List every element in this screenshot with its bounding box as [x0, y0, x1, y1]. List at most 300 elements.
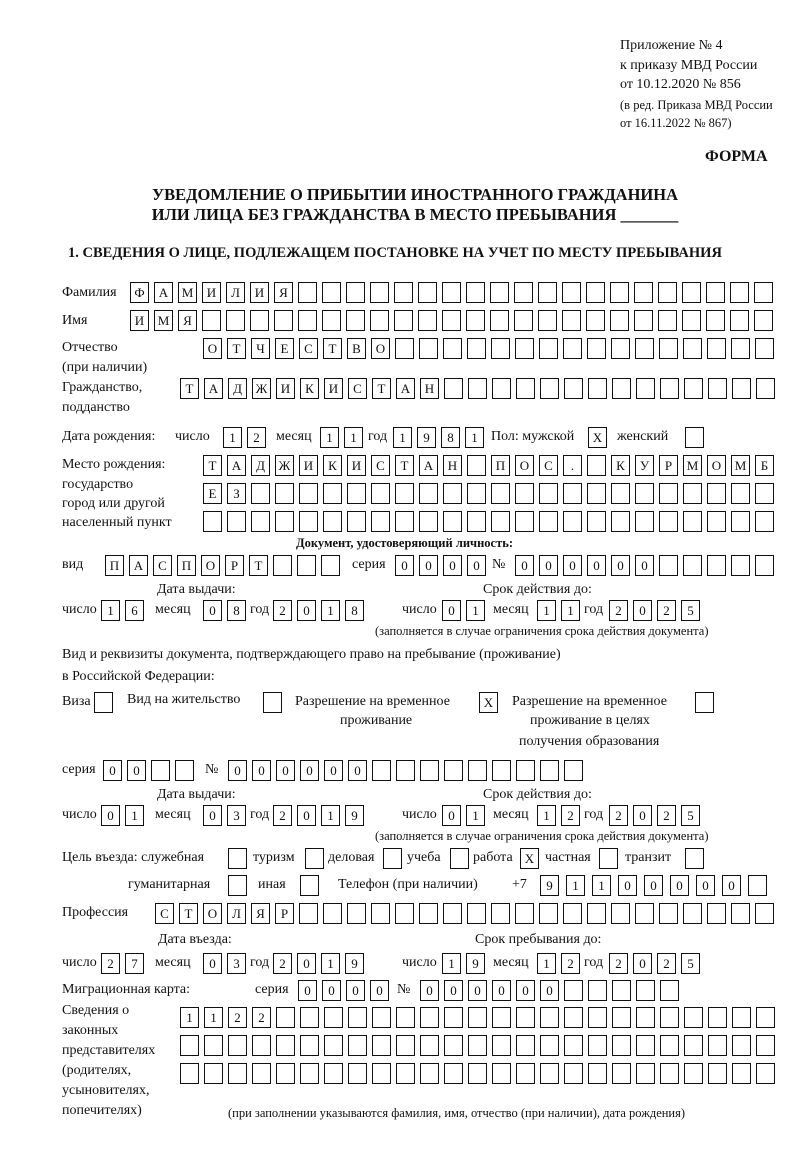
char-cell[interactable]: [228, 875, 247, 896]
char-cell[interactable]: [444, 1035, 463, 1056]
mig-series-field[interactable]: [298, 980, 394, 1001]
char-cell[interactable]: [443, 483, 462, 504]
char-cell[interactable]: [516, 760, 535, 781]
entry-month-field[interactable]: [203, 953, 251, 974]
char-cell[interactable]: [300, 875, 319, 896]
char-cell[interactable]: [708, 1035, 727, 1056]
char-cell[interactable]: [492, 1063, 511, 1084]
char-cell[interactable]: [228, 848, 247, 869]
char-cell[interactable]: 2: [252, 1007, 271, 1028]
char-cell[interactable]: [383, 848, 402, 869]
char-cell[interactable]: [492, 760, 511, 781]
char-cell[interactable]: А: [154, 282, 173, 303]
char-cell[interactable]: [754, 282, 773, 303]
char-cell[interactable]: [202, 310, 221, 331]
char-cell[interactable]: [420, 760, 439, 781]
char-cell[interactable]: [588, 378, 607, 399]
char-cell[interactable]: 1: [393, 427, 412, 448]
char-cell[interactable]: [660, 378, 679, 399]
char-cell[interactable]: [659, 511, 678, 532]
char-cell[interactable]: [250, 310, 269, 331]
char-cell[interactable]: [564, 378, 583, 399]
char-cell[interactable]: [347, 483, 366, 504]
char-cell[interactable]: [730, 310, 749, 331]
char-cell[interactable]: [275, 483, 294, 504]
char-cell[interactable]: С: [371, 455, 390, 476]
char-cell[interactable]: [151, 760, 170, 781]
char-cell[interactable]: [515, 338, 534, 359]
char-cell[interactable]: X: [520, 848, 539, 869]
char-cell[interactable]: [659, 903, 678, 924]
char-cell[interactable]: [371, 903, 390, 924]
char-cell[interactable]: С: [299, 338, 318, 359]
char-cell[interactable]: [756, 1035, 775, 1056]
char-cell[interactable]: [538, 310, 557, 331]
char-cell[interactable]: 0: [127, 760, 146, 781]
char-cell[interactable]: [612, 1035, 631, 1056]
patronymic-field[interactable]: [203, 338, 779, 359]
char-cell[interactable]: 8: [345, 600, 364, 621]
char-cell[interactable]: [732, 1035, 751, 1056]
char-cell[interactable]: [347, 511, 366, 532]
char-cell[interactable]: А: [396, 378, 415, 399]
char-cell[interactable]: [444, 1063, 463, 1084]
phone-field[interactable]: [540, 875, 774, 896]
char-cell[interactable]: [587, 511, 606, 532]
char-cell[interactable]: 1: [204, 1007, 223, 1028]
char-cell[interactable]: [420, 1035, 439, 1056]
char-cell[interactable]: Т: [395, 455, 414, 476]
char-cell[interactable]: О: [371, 338, 390, 359]
char-cell[interactable]: И: [299, 455, 318, 476]
char-cell[interactable]: 0: [587, 555, 606, 576]
char-cell[interactable]: [228, 1063, 247, 1084]
char-cell[interactable]: 2: [657, 600, 676, 621]
birth-place-field[interactable]: [203, 511, 779, 532]
char-cell[interactable]: [756, 1007, 775, 1028]
char-cell[interactable]: [658, 282, 677, 303]
char-cell[interactable]: [755, 338, 774, 359]
char-cell[interactable]: [731, 903, 750, 924]
char-cell[interactable]: [684, 1063, 703, 1084]
char-cell[interactable]: 8: [227, 600, 246, 621]
char-cell[interactable]: [659, 338, 678, 359]
char-cell[interactable]: 0: [516, 980, 535, 1001]
char-cell[interactable]: [514, 310, 533, 331]
char-cell[interactable]: [491, 338, 510, 359]
char-cell[interactable]: [660, 1063, 679, 1084]
char-cell[interactable]: [252, 1063, 271, 1084]
char-cell[interactable]: X: [479, 692, 498, 713]
char-cell[interactable]: [324, 1063, 343, 1084]
stay-year-field[interactable]: [609, 953, 705, 974]
char-cell[interactable]: [707, 483, 726, 504]
char-cell[interactable]: И: [202, 282, 221, 303]
char-cell[interactable]: [516, 378, 535, 399]
char-cell[interactable]: [515, 483, 534, 504]
char-cell[interactable]: 9: [417, 427, 436, 448]
char-cell[interactable]: [539, 338, 558, 359]
char-cell[interactable]: М: [731, 455, 750, 476]
char-cell[interactable]: [396, 1035, 415, 1056]
char-cell[interactable]: [323, 483, 342, 504]
char-cell[interactable]: [684, 378, 703, 399]
char-cell[interactable]: [299, 511, 318, 532]
char-cell[interactable]: 0: [297, 600, 316, 621]
char-cell[interactable]: 0: [346, 980, 365, 1001]
purpose-work-checkbox[interactable]: [520, 848, 544, 869]
id-series-field[interactable]: [395, 555, 491, 576]
char-cell[interactable]: [563, 511, 582, 532]
char-cell[interactable]: 8: [441, 427, 460, 448]
purpose-official-checkbox[interactable]: [228, 848, 252, 869]
char-cell[interactable]: [659, 555, 678, 576]
char-cell[interactable]: Т: [323, 338, 342, 359]
char-cell[interactable]: [419, 511, 438, 532]
char-cell[interactable]: [180, 1035, 199, 1056]
char-cell[interactable]: [731, 555, 750, 576]
char-cell[interactable]: [418, 310, 437, 331]
char-cell[interactable]: 3: [227, 805, 246, 826]
char-cell[interactable]: [444, 1007, 463, 1028]
char-cell[interactable]: 0: [633, 600, 652, 621]
char-cell[interactable]: [468, 378, 487, 399]
char-cell[interactable]: [346, 310, 365, 331]
char-cell[interactable]: [684, 1007, 703, 1028]
char-cell[interactable]: [730, 282, 749, 303]
char-cell[interactable]: [492, 1035, 511, 1056]
char-cell[interactable]: [539, 511, 558, 532]
id-issue-month-field[interactable]: [203, 600, 251, 621]
sex-female-checkbox[interactable]: [685, 427, 709, 448]
char-cell[interactable]: 2: [273, 600, 292, 621]
char-cell[interactable]: [660, 980, 679, 1001]
char-cell[interactable]: И: [347, 455, 366, 476]
char-cell[interactable]: [587, 455, 606, 476]
char-cell[interactable]: В: [347, 338, 366, 359]
char-cell[interactable]: [299, 483, 318, 504]
char-cell[interactable]: 2: [273, 953, 292, 974]
permit-issue-year-field[interactable]: [273, 805, 369, 826]
name-field[interactable]: [130, 310, 778, 331]
birth-year-field[interactable]: [393, 427, 489, 448]
char-cell[interactable]: [660, 1035, 679, 1056]
char-cell[interactable]: Т: [180, 378, 199, 399]
char-cell[interactable]: 2: [273, 805, 292, 826]
char-cell[interactable]: [707, 555, 726, 576]
purpose-study-checkbox[interactable]: [450, 848, 474, 869]
char-cell[interactable]: [444, 760, 463, 781]
char-cell[interactable]: [492, 378, 511, 399]
char-cell[interactable]: [754, 310, 773, 331]
purpose-humanitarian-checkbox[interactable]: [228, 875, 252, 896]
char-cell[interactable]: 1: [537, 600, 556, 621]
char-cell[interactable]: 2: [101, 953, 120, 974]
char-cell[interactable]: Д: [251, 455, 270, 476]
stay-month-field[interactable]: [537, 953, 585, 974]
char-cell[interactable]: [658, 310, 677, 331]
purpose-private-checkbox[interactable]: [599, 848, 623, 869]
char-cell[interactable]: [491, 483, 510, 504]
char-cell[interactable]: [468, 1035, 487, 1056]
char-cell[interactable]: С: [348, 378, 367, 399]
char-cell[interactable]: [323, 511, 342, 532]
char-cell[interactable]: А: [129, 555, 148, 576]
char-cell[interactable]: [610, 282, 629, 303]
char-cell[interactable]: К: [611, 455, 630, 476]
char-cell[interactable]: [322, 310, 341, 331]
char-cell[interactable]: [732, 378, 751, 399]
char-cell[interactable]: О: [707, 455, 726, 476]
char-cell[interactable]: 0: [611, 555, 630, 576]
char-cell[interactable]: 0: [442, 600, 461, 621]
id-issue-year-field[interactable]: [273, 600, 369, 621]
char-cell[interactable]: 2: [561, 953, 580, 974]
char-cell[interactable]: [540, 1035, 559, 1056]
surname-field[interactable]: [130, 282, 778, 303]
char-cell[interactable]: [467, 483, 486, 504]
char-cell[interactable]: [635, 338, 654, 359]
char-cell[interactable]: [588, 980, 607, 1001]
char-cell[interactable]: [467, 338, 486, 359]
char-cell[interactable]: 0: [103, 760, 122, 781]
char-cell[interactable]: [251, 511, 270, 532]
char-cell[interactable]: [396, 760, 415, 781]
char-cell[interactable]: [322, 282, 341, 303]
char-cell[interactable]: 2: [561, 805, 580, 826]
char-cell[interactable]: [635, 511, 654, 532]
char-cell[interactable]: [305, 848, 324, 869]
char-cell[interactable]: [396, 1007, 415, 1028]
char-cell[interactable]: [706, 310, 725, 331]
entry-year-field[interactable]: [273, 953, 369, 974]
char-cell[interactable]: [634, 310, 653, 331]
char-cell[interactable]: [396, 1063, 415, 1084]
char-cell[interactable]: [748, 875, 767, 896]
char-cell[interactable]: [731, 338, 750, 359]
char-cell[interactable]: 0: [540, 980, 559, 1001]
char-cell[interactable]: Т: [227, 338, 246, 359]
char-cell[interactable]: [371, 511, 390, 532]
char-cell[interactable]: Ж: [275, 455, 294, 476]
char-cell[interactable]: [683, 338, 702, 359]
char-cell[interactable]: [273, 555, 292, 576]
char-cell[interactable]: [298, 282, 317, 303]
char-cell[interactable]: [732, 1007, 751, 1028]
char-cell[interactable]: [203, 511, 222, 532]
char-cell[interactable]: [599, 848, 618, 869]
permit-number-field[interactable]: [228, 760, 588, 781]
stay-day-field[interactable]: [442, 953, 490, 974]
char-cell[interactable]: [492, 1007, 511, 1028]
char-cell[interactable]: [467, 903, 486, 924]
char-cell[interactable]: [298, 310, 317, 331]
char-cell[interactable]: О: [203, 903, 222, 924]
char-cell[interactable]: [442, 282, 461, 303]
char-cell[interactable]: И: [250, 282, 269, 303]
char-cell[interactable]: [348, 1035, 367, 1056]
char-cell[interactable]: 0: [324, 760, 343, 781]
char-cell[interactable]: [442, 310, 461, 331]
char-cell[interactable]: 2: [609, 600, 628, 621]
char-cell[interactable]: [372, 760, 391, 781]
char-cell[interactable]: 7: [125, 953, 144, 974]
char-cell[interactable]: [682, 310, 701, 331]
char-cell[interactable]: [516, 1007, 535, 1028]
char-cell[interactable]: [419, 338, 438, 359]
char-cell[interactable]: Ж: [252, 378, 271, 399]
char-cell[interactable]: [370, 310, 389, 331]
char-cell[interactable]: 0: [348, 760, 367, 781]
char-cell[interactable]: [755, 511, 774, 532]
char-cell[interactable]: 1: [321, 953, 340, 974]
char-cell[interactable]: 9: [540, 875, 559, 896]
char-cell[interactable]: [683, 903, 702, 924]
char-cell[interactable]: [324, 1007, 343, 1028]
char-cell[interactable]: М: [178, 282, 197, 303]
char-cell[interactable]: И: [130, 310, 149, 331]
char-cell[interactable]: [540, 1007, 559, 1028]
mig-number-field[interactable]: [420, 980, 684, 1001]
citizenship-field[interactable]: [180, 378, 780, 399]
profession-field[interactable]: [155, 903, 779, 924]
char-cell[interactable]: 9: [345, 953, 364, 974]
char-cell[interactable]: [346, 282, 365, 303]
char-cell[interactable]: [587, 483, 606, 504]
char-cell[interactable]: [684, 1035, 703, 1056]
char-cell[interactable]: 0: [300, 760, 319, 781]
permit-valid-year-field[interactable]: [609, 805, 705, 826]
char-cell[interactable]: 1: [592, 875, 611, 896]
char-cell[interactable]: М: [683, 455, 702, 476]
char-cell[interactable]: [707, 338, 726, 359]
char-cell[interactable]: [540, 378, 559, 399]
legal-rep-field[interactable]: [180, 1063, 780, 1084]
birth-place-field[interactable]: [203, 483, 779, 504]
char-cell[interactable]: [395, 903, 414, 924]
char-cell[interactable]: [443, 338, 462, 359]
char-cell[interactable]: 5: [681, 805, 700, 826]
char-cell[interactable]: [708, 378, 727, 399]
char-cell[interactable]: [226, 310, 245, 331]
char-cell[interactable]: Т: [372, 378, 391, 399]
char-cell[interactable]: П: [177, 555, 196, 576]
char-cell[interactable]: [297, 555, 316, 576]
temp-edu-checkbox[interactable]: [695, 692, 719, 713]
char-cell[interactable]: [586, 310, 605, 331]
char-cell[interactable]: [420, 1063, 439, 1084]
id-kind-field[interactable]: [105, 555, 345, 576]
char-cell[interactable]: 0: [228, 760, 247, 781]
birth-place-field[interactable]: [203, 455, 779, 476]
char-cell[interactable]: 5: [681, 953, 700, 974]
char-cell[interactable]: [323, 903, 342, 924]
char-cell[interactable]: С: [539, 455, 558, 476]
purpose-business-checkbox[interactable]: [383, 848, 407, 869]
char-cell[interactable]: П: [105, 555, 124, 576]
char-cell[interactable]: [564, 980, 583, 1001]
id-issue-day-field[interactable]: [101, 600, 149, 621]
char-cell[interactable]: [227, 511, 246, 532]
char-cell[interactable]: 5: [681, 600, 700, 621]
char-cell[interactable]: 1: [466, 600, 485, 621]
char-cell[interactable]: 1: [320, 427, 339, 448]
char-cell[interactable]: [252, 1035, 271, 1056]
char-cell[interactable]: [274, 310, 293, 331]
purpose-transit-checkbox[interactable]: [685, 848, 709, 869]
char-cell[interactable]: [251, 483, 270, 504]
char-cell[interactable]: Д: [228, 378, 247, 399]
birth-month-field[interactable]: [320, 427, 368, 448]
char-cell[interactable]: [755, 555, 774, 576]
char-cell[interactable]: [564, 1063, 583, 1084]
char-cell[interactable]: 0: [722, 875, 741, 896]
char-cell[interactable]: [204, 1063, 223, 1084]
char-cell[interactable]: Я: [274, 282, 293, 303]
char-cell[interactable]: [491, 903, 510, 924]
char-cell[interactable]: [563, 483, 582, 504]
char-cell[interactable]: 0: [203, 600, 222, 621]
sex-male-checkbox[interactable]: [588, 427, 612, 448]
char-cell[interactable]: [755, 903, 774, 924]
char-cell[interactable]: 2: [247, 427, 266, 448]
char-cell[interactable]: 0: [203, 805, 222, 826]
char-cell[interactable]: [516, 1035, 535, 1056]
char-cell[interactable]: [562, 310, 581, 331]
char-cell[interactable]: О: [203, 338, 222, 359]
char-cell[interactable]: 2: [609, 953, 628, 974]
char-cell[interactable]: 0: [101, 805, 120, 826]
char-cell[interactable]: [563, 338, 582, 359]
char-cell[interactable]: [395, 483, 414, 504]
char-cell[interactable]: З: [227, 483, 246, 504]
char-cell[interactable]: [612, 1063, 631, 1084]
char-cell[interactable]: [540, 1063, 559, 1084]
char-cell[interactable]: 2: [657, 953, 676, 974]
char-cell[interactable]: 0: [515, 555, 534, 576]
char-cell[interactable]: 0: [492, 980, 511, 1001]
char-cell[interactable]: 0: [618, 875, 637, 896]
char-cell[interactable]: [636, 1063, 655, 1084]
char-cell[interactable]: X: [588, 427, 607, 448]
char-cell[interactable]: [636, 1007, 655, 1028]
char-cell[interactable]: [175, 760, 194, 781]
char-cell[interactable]: 0: [670, 875, 689, 896]
char-cell[interactable]: [564, 760, 583, 781]
char-cell[interactable]: Е: [275, 338, 294, 359]
char-cell[interactable]: [634, 282, 653, 303]
birth-day-field[interactable]: [223, 427, 271, 448]
char-cell[interactable]: [685, 848, 704, 869]
char-cell[interactable]: [347, 903, 366, 924]
char-cell[interactable]: [587, 903, 606, 924]
char-cell[interactable]: Н: [420, 378, 439, 399]
char-cell[interactable]: [659, 483, 678, 504]
id-valid-day-field[interactable]: [442, 600, 490, 621]
legal-rep-field[interactable]: [180, 1035, 780, 1056]
char-cell[interactable]: [450, 848, 469, 869]
char-cell[interactable]: [635, 483, 654, 504]
char-cell[interactable]: [394, 282, 413, 303]
permit-series-field[interactable]: [103, 760, 199, 781]
char-cell[interactable]: [468, 1007, 487, 1028]
char-cell[interactable]: [610, 310, 629, 331]
char-cell[interactable]: 0: [420, 980, 439, 1001]
char-cell[interactable]: [372, 1007, 391, 1028]
char-cell[interactable]: [636, 980, 655, 1001]
char-cell[interactable]: 1: [466, 805, 485, 826]
char-cell[interactable]: Р: [225, 555, 244, 576]
